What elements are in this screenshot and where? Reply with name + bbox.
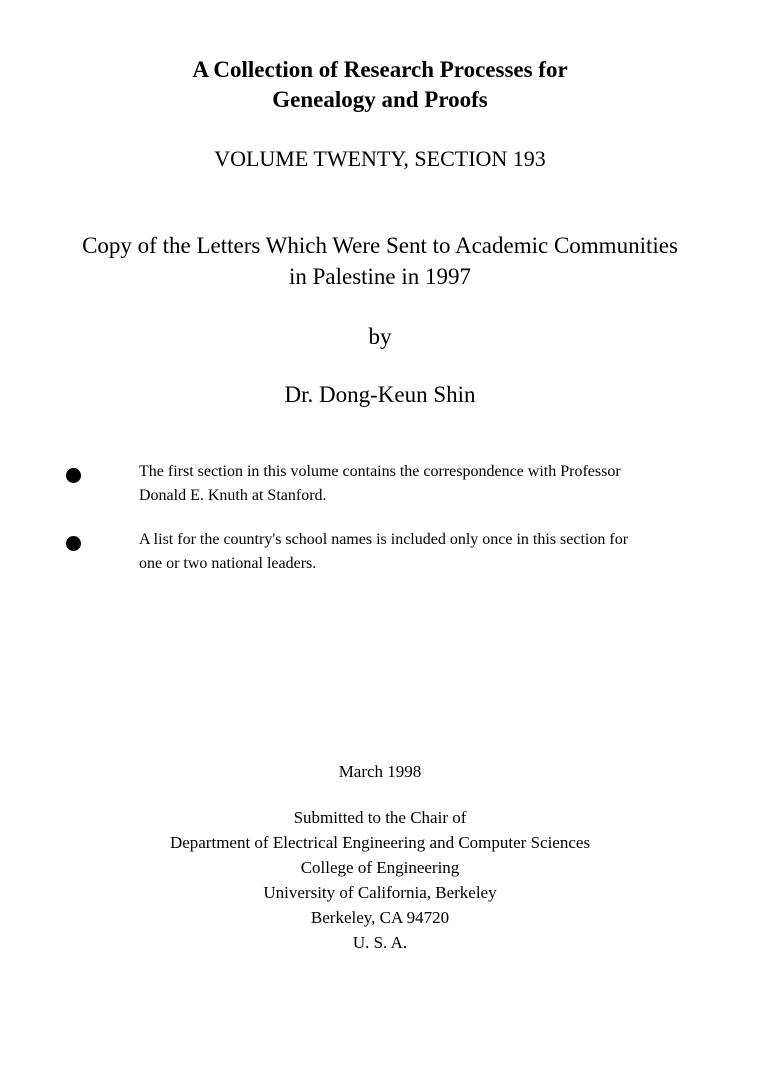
author-name: Dr. Dong-Keun Shin [284,382,476,407]
address-line: Department of Electrical Engineering and Computer Sciences [169,833,591,852]
bullet-line: one or two national leaders. [139,555,317,572]
volume-heading: VOLUME TWENTY, SECTION 193 [214,146,546,171]
bullet-item [60,460,720,528]
byline-label: by [368,324,392,349]
address-line: College of Engineering [300,858,460,877]
bullet-dot-icon [66,468,81,483]
address-line: Berkeley, CA 94720 [310,908,450,927]
bullet-dot-icon [66,536,81,551]
document-subtitle [0,230,760,292]
bullet-line: Donald E. Knuth at Stanford. [139,487,327,504]
document-title [0,55,760,115]
bullet-text [139,528,719,576]
title-line-1: A Collection of Research Processes for [192,57,568,82]
bullet-text [139,460,719,508]
address-line: Submitted to the Chair of [293,808,467,827]
bullet-line: A list for the country's school names is included only once in this section for [139,531,629,548]
title-line-2: Genealogy and Proofs [272,87,488,112]
subtitle-line-1: Copy of the Letters Which Were Sent to Academic Communities [82,233,678,258]
submission-address [0,805,760,955]
address-line: University of California, Berkeley [263,883,497,902]
document-date: March 1998 [338,762,422,781]
bullet-line: The first section in this volume contains the correspondence with Professor [139,463,621,480]
address-line: U. S. A. [352,933,408,952]
bullet-item [60,528,720,596]
bullet-list [60,460,720,596]
subtitle-line-2: in Palestine in 1997 [288,264,472,289]
